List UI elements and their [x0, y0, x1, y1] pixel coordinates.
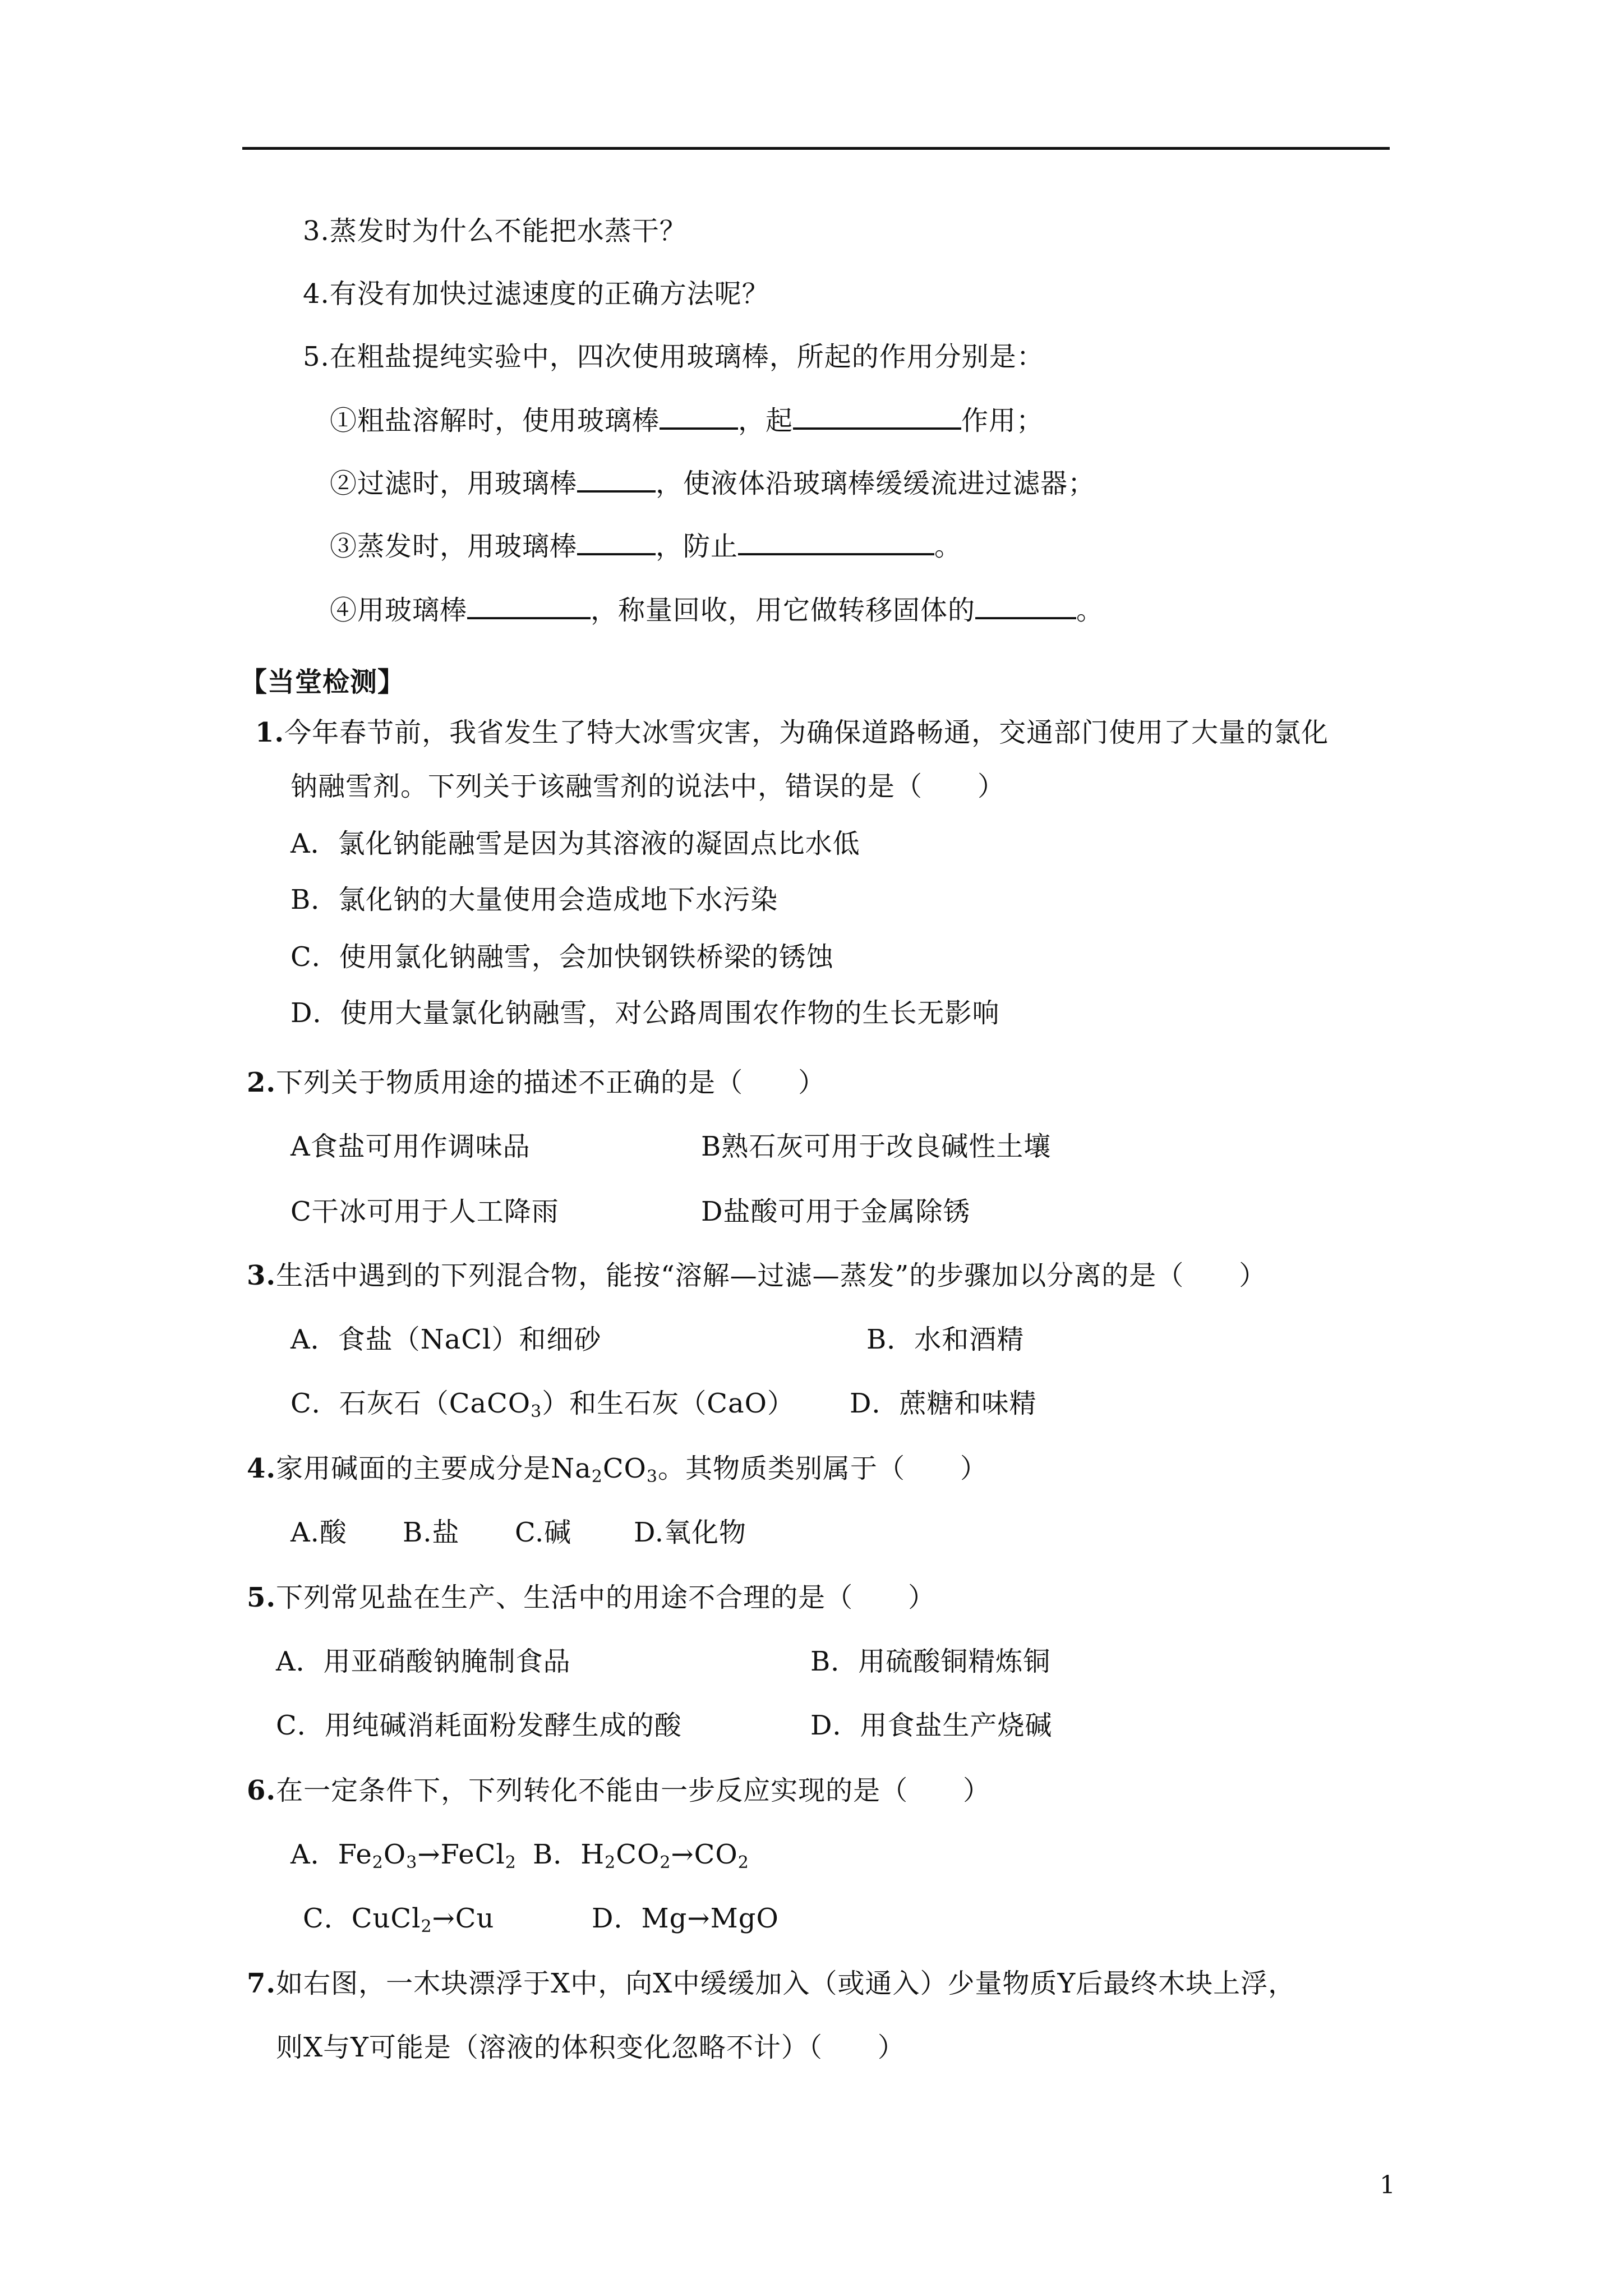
q1-option-d: D．使用大量氯化钠融雪，对公路周围农作物的生长无影响	[291, 997, 1000, 1029]
fill-line-4: ④用玻璃棒 ，称量回收，用它做转移固体的 。	[330, 592, 1104, 627]
q7-line-1: 7.如右图，一木块漂浮于X中，向X中缓缓加入（或通入）少量物质Y后最终木块上浮，	[247, 1968, 1296, 1999]
q3-option-a: A．食盐（NaCl）和细砂	[291, 1324, 602, 1355]
blank[interactable]	[660, 403, 738, 430]
blank[interactable]	[467, 592, 591, 619]
q4-option-a: A.酸	[291, 1517, 347, 1548]
q1-option-c: C．使用氯化钠融雪，会加快钢铁桥梁的锈蚀	[291, 941, 834, 973]
fill-line-1: ①粗盐溶解时，使用玻璃棒 ，起 作用；	[330, 403, 1044, 438]
blank[interactable]	[975, 592, 1076, 619]
q6-option-a: A．$Fe_2O_3\to FeCl_2$	[291, 1839, 517, 1872]
q3-option-d: D．蔗糖和味精	[850, 1388, 1037, 1419]
q3-option-b: B．水和酒精	[866, 1324, 1025, 1355]
q1-line-2: 钠融雪剂。下列关于该融雪剂的说法中，错误的是（ ）	[291, 771, 1006, 802]
q4-option-b: B.盐	[403, 1517, 460, 1548]
blank[interactable]	[793, 403, 961, 430]
q6-option-c: C．CuCl$_2$→Cu	[303, 1903, 495, 1936]
q1-option-b: B．氯化钠的大量使用会造成地下水污染	[291, 884, 778, 915]
q6-option-b: B．$H_2CO_2\to CO_2$	[533, 1839, 749, 1872]
q2-option-b: B熟石灰可用于改良碱性土壤	[701, 1131, 1052, 1162]
q3-option-c: C．石灰石（CaCO$_3$）和生石灰（CaO）	[291, 1388, 795, 1421]
q4-option-c: C.碱	[515, 1517, 572, 1548]
blank[interactable]	[738, 528, 934, 555]
q3-stem: 3.生活中遇到的下列混合物，能按“溶解—过滤—蒸发”的步骤加以分离的是（ ）	[247, 1260, 1267, 1291]
q2-option-d: D盐酸可用于金属除锈	[701, 1196, 971, 1227]
blank[interactable]	[577, 466, 656, 493]
question-4-filtration: 4.有没有加快过滤速度的正确方法呢？	[303, 278, 769, 310]
header-rule	[242, 147, 1390, 150]
q1-option-a: A．氯化钠能融雪是因为其溶液的凝固点比水低	[291, 828, 860, 859]
q6-option-d: D．Mg→MgO	[592, 1903, 779, 1934]
q1-line-1: 1.今年春节前，我省发生了特大冰雪灾害，为确保道路畅通，交通部门使用了大量的氯化	[255, 717, 1329, 748]
q6-stem: 6.在一定条件下，下列转化不能由一步反应实现的是（ ）	[247, 1775, 991, 1806]
q2-option-a: A食盐可用作调味品	[291, 1131, 531, 1162]
page-number: 1	[1380, 2171, 1395, 2200]
q5-option-b: B．用硫酸铜精炼铜	[810, 1646, 1051, 1677]
q5-stem: 5.下列常见盐在生产、生活中的用途不合理的是（ ）	[247, 1582, 936, 1613]
q2-stem: 2.下列关于物质用途的描述不正确的是（ ）	[247, 1067, 826, 1098]
fill-line-3: ③蒸发时，用玻璃棒 ，防止 。	[330, 528, 962, 563]
q5-option-a: A．用亚硝酸钠腌制食品	[276, 1646, 571, 1677]
q5-option-d: D．用食盐生产烧碱	[810, 1710, 1053, 1741]
q4-stem: 4.家用碱面的主要成分是$Na_2CO_3$。其物质类别属于（ ）	[247, 1453, 988, 1487]
q5-option-c: C．用纯碱消耗面粉发酵生成的酸	[276, 1710, 682, 1741]
q2-option-c: C干冰可用于人工降雨	[291, 1196, 559, 1227]
section-title: 【当堂检测】	[240, 666, 405, 698]
question-5-glass-rod: 5.在粗盐提纯实验中，四次使用玻璃棒，所起的作用分别是：	[303, 341, 1044, 372]
q7-line-2: 则X与Y可能是（溶液的体积变化忽略不计）（ ）	[276, 2032, 905, 2063]
question-3-evaporation: 3.蒸发时为什么不能把水蒸干？	[303, 215, 687, 247]
q4-option-d: D.氧化物	[634, 1517, 747, 1548]
fill-line-2: ②过滤时，用玻璃棒 ，使液体沿玻璃棒缓缓流进过滤器；	[330, 466, 1095, 500]
blank[interactable]	[577, 528, 656, 555]
